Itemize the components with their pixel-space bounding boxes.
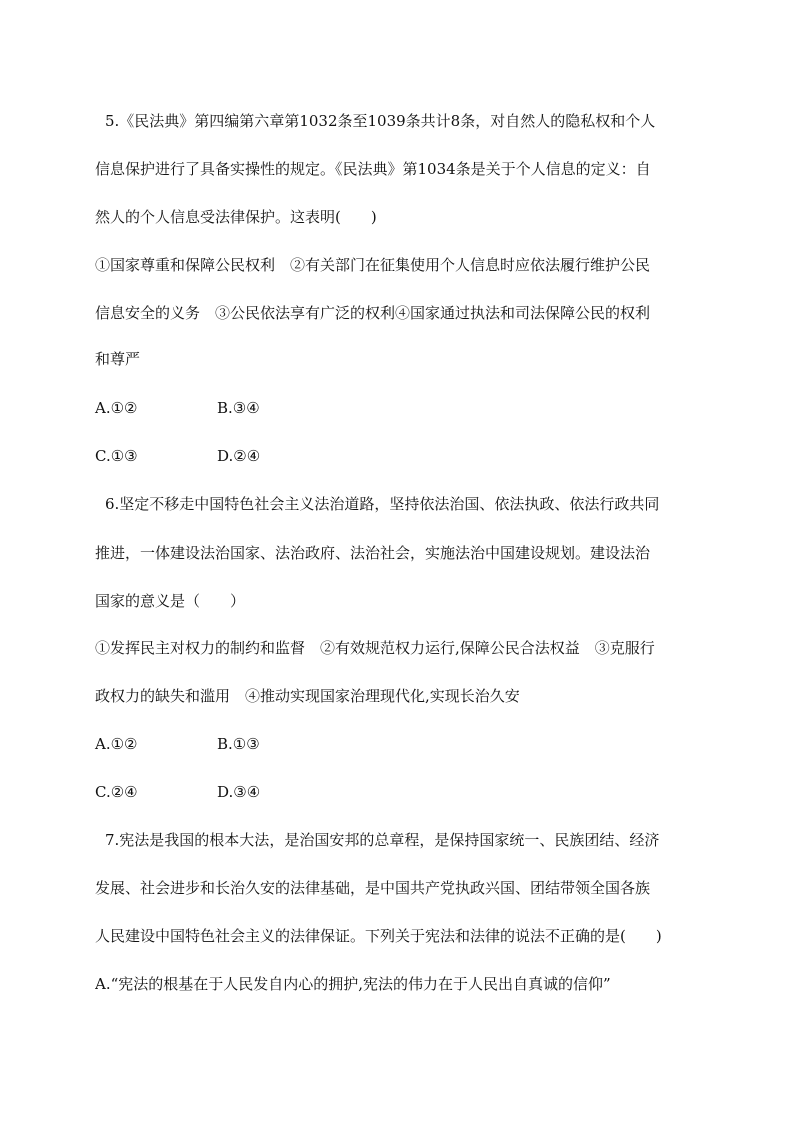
q5-statement-line-3: 和尊严 <box>95 350 141 368</box>
q5-options-row-1 <box>95 398 705 418</box>
q5-option-d[interactable]: D.②④ <box>217 447 261 465</box>
q7-stem-line-2: 发展、社会进步和长治久安的法律基础，是中国共产党执政兴国、团结带领全国各族 <box>95 879 651 897</box>
q7-stem-line-1: 7.宪法是我国的根本大法，是治国安邦的总章程，是保持国家统一、民族团结、经济 <box>105 831 660 849</box>
q6-statement-line-1: ①发挥民主对权力的制约和监督 ②有效规范权力运行,保障公民合法权益 ③克服行 <box>95 639 655 657</box>
q6-stem-line-3: 国家的意义是（ ） <box>95 592 246 610</box>
q7-option-a[interactable]: A.“宪法的根基在于人民发自内心的拥护,宪法的伟力在于人民出自真诚的信仰” <box>95 975 611 993</box>
q5-option-a[interactable]: A.①② <box>95 399 138 417</box>
q5-option-b[interactable]: B.③④ <box>217 399 260 417</box>
q5-option-c[interactable]: C.①③ <box>95 447 138 465</box>
q5-statement-line-1: ①国家尊重和保障公民权利 ②有关部门在征集使用个人信息时应依法履行维护公民 <box>95 256 651 274</box>
q6-option-b[interactable]: B.①③ <box>217 735 260 753</box>
q5-stem-line-3: 然人的个人信息受法律保护。这表明( ) <box>95 208 377 226</box>
q6-options-row-2 <box>95 782 705 802</box>
q5-statement-line-2: 信息安全的义务 ③公民依法享有广泛的权利④国家通过执法和司法保障公民的权利 <box>95 304 651 322</box>
q6-option-a[interactable]: A.①② <box>95 735 138 753</box>
q5-stem-line-1: 5.《民法典》第四编第六章第1032条至1039条共计8条，对自然人的隐私权和个人 <box>105 112 656 130</box>
q5-stem-line-2: 信息保护进行了具备实操性的规定。《民法典》第1034条是关于个人信息的定义：自 <box>95 160 651 178</box>
q6-options-row-1 <box>95 734 705 754</box>
q6-stem-line-2: 推进，一体建设法治国家、法治政府、法治社会，实施法治中国建设规划。建设法治 <box>95 544 651 562</box>
q6-option-d[interactable]: D.③④ <box>217 783 261 801</box>
q6-statement-line-2: 政权力的缺失和滥用 ④推动实现国家治理现代化,实现长治久安 <box>95 687 520 705</box>
q7-stem-line-3: 人民建设中国特色社会主义的法律保证。下列关于宪法和法律的说法不正确的是( ) <box>95 927 662 945</box>
q6-stem-line-1: 6.坚定不移走中国特色社会主义法治道路，坚持依法治国、依法执政、依法行政共同 <box>105 495 660 513</box>
q5-options-row-2 <box>95 446 705 466</box>
q6-option-c[interactable]: C.②④ <box>95 783 138 801</box>
